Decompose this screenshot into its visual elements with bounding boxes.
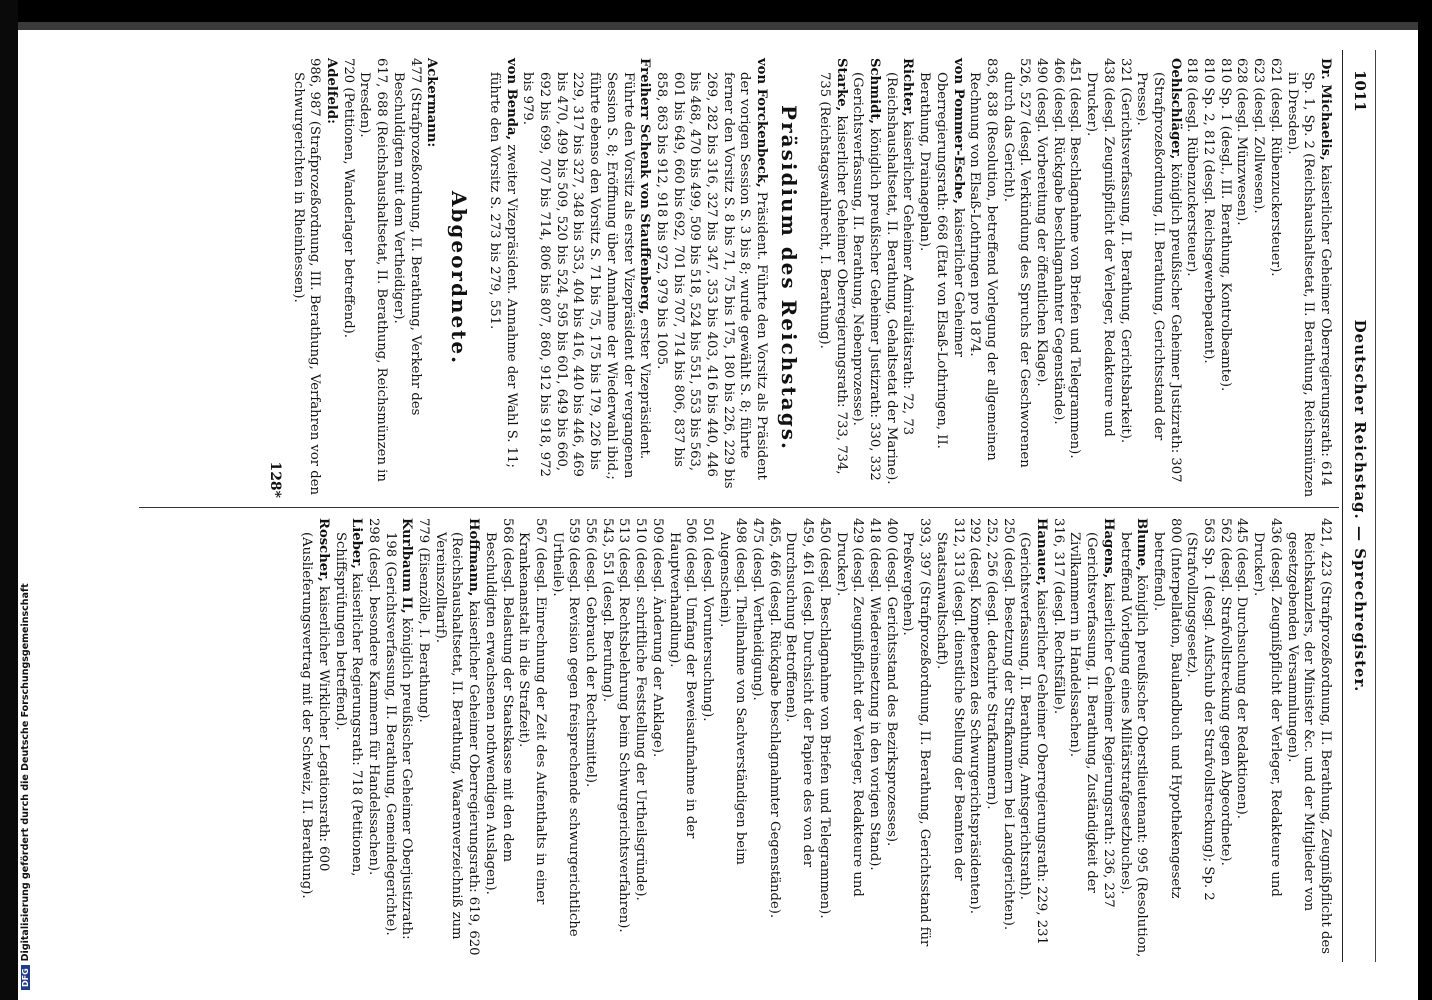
footer-mark: 128* — [266, 461, 283, 498]
entry-name: von Forckenbeck, — [754, 58, 770, 188]
entry-text: 836, 838 (Resolution, betreffend Vorlegung der allgemeinen Rechnung von Elsaß-Lothringen pro 1874. — [967, 58, 999, 461]
entry-text: kaiserlicher Regierungsrath: 718 (Petitionen, Schiffsprüfungen betreffend). — [332, 532, 365, 877]
entry-name: Ackermann: — [424, 58, 440, 148]
register-entry — [356, 58, 389, 498]
entry-text: 526, 527 (desgl. Verkündung des Spruchs der Geschworenen durch das Gericht). — [1000, 58, 1033, 468]
entry-text: 501 (desgl. Voruntersuchung). — [699, 518, 715, 722]
entry-text: kaiserlicher Geheimer Oberregierungsrath: 733, 734, 735 (Reichstagswahlrecht, I. Berathung). — [816, 72, 849, 475]
credit-text: Digitalisierung gefördert durch die Deutsche Forschungsgemeinschaft — [20, 583, 31, 962]
entry-text: 509 (desgl. Änderung der Anklage). — [649, 518, 665, 758]
register-entry — [1066, 518, 1116, 958]
register-entry — [698, 518, 715, 958]
entry-text: 779 (Eisenzölle, I. Berathung). — [416, 518, 432, 723]
register-entry — [1283, 58, 1333, 498]
register-entry — [882, 518, 899, 958]
right-entries — [297, 518, 1333, 958]
entry-text: 498 (desgl. Theilnahme von Sachverständigen beim Augenschein). — [716, 518, 749, 865]
register-entry — [652, 58, 769, 498]
entry-text: zweiter Vizepräsident. Annahme der Wahl S. 11; führte den Vorsitz S. 273 bis 279, 551. — [486, 72, 519, 468]
register-entry — [481, 518, 514, 958]
register-entry — [1249, 518, 1282, 958]
register-entry — [1216, 58, 1233, 498]
presidium-heading: Präsidium des Reichstags. — [777, 105, 802, 451]
register-entry — [331, 518, 364, 958]
register-entry — [515, 518, 548, 958]
entry-text: 510 (desgl. schriftliche Feststellung der Urtheilsgründe). — [633, 518, 649, 901]
entry-text: 429 (desgl. Zeugnißpflicht der Verleger, Redakteure und Drucker). — [833, 518, 866, 897]
entry-text: 459, 461 (desgl. Durchsicht der Papiere des von der Durchsuchung Betroffenen). — [783, 518, 816, 868]
register-entry — [1116, 518, 1149, 958]
register-entry — [1216, 518, 1233, 958]
entry-text: Präsident. Führte den Vorsitz als Präsident der vorigen Session S. 3 bis 8; wurde gewählt S. 8; führte ferner den Vorsitz S. 8 bis 71, 75 bis 175, 180 bis 226, 229 bis 269, 282 bis 316, 327 bis 347, 353 bis 403, 416 bis 440, 446 bis 468, 470 bis 499, 509 bis 518, 524 bis 551, 553 bis 563, 601 bis 649, 660 bis 692, 701 bis 707, 714 bis 806, 837 bis 858, 863 bis 912, 918 bis 972, 979 bis 1005. — [653, 72, 770, 489]
entry-name: Oehlschläger, — [1167, 58, 1183, 160]
register-entry — [1233, 518, 1250, 958]
entry-text: 628 (desgl. Münzwesen). — [1234, 58, 1250, 226]
left-entries — [815, 58, 1333, 498]
register-entry — [414, 518, 431, 958]
register-entry — [1133, 58, 1183, 498]
register-entry — [1183, 58, 1200, 498]
entry-text: 490 (desgl. Vorbereitung der öffentlichen Klage). — [1034, 58, 1050, 387]
page-number: 1011 — [1351, 70, 1369, 112]
register-entry — [915, 58, 965, 498]
entry-text: 563 Sp. 1 (desgl. Aufschub der Strafvollstreckung); Sp. 2 (Strafvollzugsgesetz). — [1184, 518, 1217, 901]
entry-name: Freiherr Schenk von Stauffenberg, — [637, 58, 653, 315]
scan-top-shadow — [0, 22, 1432, 30]
entry-text: 450 (desgl. Beschlagnahme von Briefen und Telegrammen). — [816, 518, 832, 919]
entry-text: 418 (desgl. Wiedereinsetzung in den vorigen Stand). — [867, 518, 883, 871]
register-entry — [1082, 58, 1115, 498]
entry-text: 543, 551 (desgl. Berufung). — [599, 518, 615, 703]
register-entry — [1266, 58, 1283, 498]
register-entry — [815, 518, 832, 958]
left-column — [267, 58, 1333, 498]
entry-text: 477 (Strafprozeßordnung, II. Berathung, Verkehr des Beschuldigten mit dem Vertheidiger). — [390, 58, 423, 416]
entry-text: kaiserlicher Geheimer Oberregierungsrath: 614 Sp. 1, Sp. 2 (Reichshaushaltsetat, II. Berathung, Reichsmünzen in Dresden). — [1284, 72, 1333, 498]
entry-text: 506 (desgl. Umfang der Beweisaufnahme in der Hauptverhandlung). — [666, 518, 699, 839]
entry-text: 810 Sp. 2, 812 (desgl. Reichsgewerbepatent). — [1201, 58, 1217, 364]
entry-name: Hoffmann, — [466, 518, 482, 597]
page-header — [1343, 50, 1375, 962]
header-rule — [1342, 50, 1343, 962]
register-entry — [748, 518, 765, 958]
register-entry — [1249, 58, 1266, 498]
register-entry — [648, 518, 665, 958]
entry-text: 810 Sp. 1 (desgl., III. Berathung, Kontrolbeamte). — [1217, 58, 1233, 392]
register-entry — [1016, 518, 1049, 958]
entry-text: 623 (desgl. Zollwesen). — [1251, 58, 1267, 214]
entry-text: kaiserlicher Geheimer Regierungsrath: 236, 237 (Gerichtsverfassung, II. Berathung, Zuständigkeit der Zivilkammern in Handelssachen). — [1067, 532, 1116, 908]
entry-text: 252, 256 (desgl. detachirte Strafkammern). — [983, 518, 999, 810]
entry-text: 292 (desgl. Kompetenzen des Schwurgerichtspräsidenten). — [967, 518, 983, 914]
register-entry — [966, 518, 983, 958]
register-entry — [849, 58, 882, 498]
entry-text: kaiserlicher Geheimer Oberregierungsrath: 229, 231 (Gerichtsverfassung, II. Berathung, Amtsgerichtsrath). — [1017, 532, 1050, 945]
right-column — [297, 518, 1333, 958]
entry-text: 250 (desgl. Besetzung der Strafkammern bei Landgerichten). — [1000, 518, 1016, 931]
entry-text: 312, 313 (desgl. dienstliche Stellung der Beamten der Staatsanwaltschaft). — [933, 518, 966, 881]
entry-text: 556 (desgl. Gebrauch der Rechtsmittel). — [583, 518, 599, 788]
register-entry — [865, 518, 882, 958]
entry-text: königlich preußischer Oberstlieutenant: 995 (Resolution, betreffend Vorlegung eines Militärstrafgesetzbuches). — [1117, 532, 1150, 958]
register-entry — [932, 518, 965, 958]
entry-name: Lieber, — [349, 518, 365, 569]
register-entry — [1183, 518, 1216, 958]
entry-name: Roscher, — [315, 518, 331, 582]
presidium-entries — [485, 58, 769, 498]
entry-text: 621 (desgl. Rübenzuckersteuer). — [1267, 58, 1283, 277]
entry-text: 400 (desgl. Gerichtsstand des Bezirksprozesses). — [883, 518, 899, 847]
register-entry — [339, 58, 356, 498]
entry-text: kaiserlicher Geheimer Oberregierungsrath: 619, 620 (Reichshaushaltsetat, II. Berathung, Waarenverzeichniß zum Vereinszolltarif). — [432, 532, 482, 956]
rotated-page — [135, 50, 1375, 962]
entry-name: Blume, — [1134, 518, 1150, 571]
register-entry — [1032, 58, 1049, 498]
entry-name: Schmidt, — [867, 58, 883, 125]
entry-name: von Pommer-Esche, — [950, 58, 966, 204]
register-entry — [485, 58, 518, 498]
register-entry — [389, 58, 422, 498]
entry-name: von Benda, — [503, 58, 519, 141]
entry-text: 436 (desgl. Zeugnißpflicht der Verleger, Redakteure und Drucker). — [1251, 518, 1283, 897]
entry-text: 475 (desgl. Vertheidigung). — [750, 518, 766, 701]
entry-text: 316, 317 (desgl. Rechtsfälle). — [1050, 518, 1066, 715]
register-entry — [615, 518, 632, 958]
entry-name: Dr. Michaelis, — [1318, 58, 1333, 161]
register-entry — [815, 58, 848, 498]
abgeordnete-heading: Abgeordnete. — [447, 190, 472, 366]
register-entry — [631, 518, 648, 958]
register-entry — [322, 58, 339, 498]
register-entry — [832, 518, 865, 958]
entry-text: 465, 466 (desgl. Rückgabe beschlagnahmter Gegenstände). — [766, 518, 782, 919]
register-entry — [715, 518, 748, 958]
entry-text: königlich preußischer Geheimer Justizrath: 330, 332 (Gerichtsverfassung, II. Berathung, Nebenprozesse). — [850, 72, 883, 481]
entry-text: 451 (desgl. Beschlagnahme von Briefen und Telegrammen). — [1067, 58, 1083, 459]
entry-text: 818 (desgl. Rübenzuckersteuer). — [1184, 58, 1200, 277]
entry-text: kaiserlicher Geheimer Admiralitätsrath: 72, 73 (Reichshaushaltsetat, II. Berathung, Gehaltsetat der Marine). — [883, 72, 916, 485]
register-entry — [381, 518, 414, 958]
register-entry — [1049, 58, 1066, 498]
column-divider — [139, 507, 1339, 508]
entry-text: 567 (desgl. Einrechnung der Zeit des Aufenthalts in einer Krankenanstalt in die Strafzeit). — [516, 518, 548, 905]
register-entry — [1149, 518, 1182, 958]
register-entry — [765, 518, 782, 958]
register-entry — [882, 58, 915, 498]
register-entry — [581, 518, 598, 958]
dfg-logo: DFG — [21, 965, 30, 990]
register-entry — [665, 518, 698, 958]
entry-text: 986, 987 (Strafprozeßordnung, III. Berathung, Verfahren vor den Schwurgerichten in Rheinhessen). — [290, 58, 323, 496]
entry-name: Starke, — [833, 58, 849, 112]
page-title: Deutscher Reichstag. — Sprechregister. — [1351, 319, 1369, 693]
abgeordnete-entries — [289, 58, 439, 498]
entry-text: 568 (desgl. Belastung der Staatskasse mit den dem Beschuldigten erwachsenen nothwendigen Auslagen). — [482, 518, 515, 895]
entry-text: 421, 423 (Strafprozeßordnung, II. Berathung, Zeugnißpflicht des Reichskanzlers, der Minister &c. und der Mitglieder von gesetzgebenden Versammlungen). — [1284, 518, 1333, 955]
register-entry — [1283, 518, 1333, 958]
register-entry — [423, 58, 440, 498]
entry-text: 445 (desgl. Durchsuchung der Redaktionen). — [1234, 518, 1250, 819]
entry-text: kaiserlicher Wirklicher Legationsrath: 600 (Auslieferungsvertrag mit der Schweiz, II. Berathung). — [299, 532, 331, 899]
entry-text: 466 (desgl. Rückgabe beschlagnahmter Gegenstände). — [1050, 58, 1066, 425]
register-entry — [548, 518, 581, 958]
entry-text: 562 (desgl. Strafvollstreckung gegen Abgeordnete). — [1217, 518, 1233, 866]
entry-name: Kurlbaum II, — [399, 518, 415, 614]
entry-text: erster Vizepräsident. Führte den Vorsitz als erster Vizepräsident der vergangenen Session S. 8; Eröffnung über Annahme der Wiederwahl ibid.; führte ebenso den Vorsitz S. 71 bis 75, 175 bis 179, 226 bis 229, 317 bis 327, 348 bis 353, 404 bis 416, 440 bis 446, 469 bis 470, 499 bis 509, 520 bis 524, 595 bis 601, 649 bis 660, 692 bis 699, 707 bis 714, 806 bis 807, 860, 912 bis 918, 972 bis 979. — [520, 72, 653, 480]
entry-name: Hanauer, — [1034, 518, 1050, 586]
register-entry — [297, 518, 330, 958]
entry-text: 800 (Interpellation, Baulandbuch und Hypothekengesetz betreffend). — [1150, 518, 1183, 899]
register-entry — [982, 518, 999, 958]
entry-text: 393, 397 (Strafprozeßordnung, II. Berathung, Gerichtsstand für Preßvergehen). — [900, 518, 933, 947]
entry-text: 720 (Petitionen, Wanderlager betreffend). — [340, 58, 356, 338]
register-entry — [999, 58, 1032, 498]
register-entry — [1199, 58, 1216, 498]
register-entry — [519, 58, 653, 498]
entry-text: 559 (desgl. Revision gegen freisprechende schwurgerichtliche Urtheile). — [549, 518, 582, 937]
register-entry — [1233, 58, 1250, 498]
register-entry — [999, 518, 1016, 958]
register-entry — [966, 58, 999, 498]
register-entry — [431, 518, 481, 958]
register-entry — [364, 518, 381, 958]
entry-text: königlich preußischer Geheimer Oberjustizrath: 198 (Gerichtsverfassung, II. Berathung, Gemeindegerichte). — [382, 532, 415, 940]
entry-name: Adelfeld: — [324, 58, 340, 125]
entry-text: 438 (desgl. Zeugnißpflicht der Verleger, Redakteure und Drucker). — [1084, 58, 1116, 437]
entry-text: 321 (Gerichtsverfassung, II. Berathung, Gerichtsbarkeit). — [1117, 58, 1133, 444]
entry-text: kaiserlicher Geheimer Oberregierungsrath: 668 (Etat von Elsaß-Lothringen, II. Berathung, Drainageplan). — [917, 72, 966, 449]
entry-text: königlich preußischer Geheimer Justizrath: 307 (Strafprozeßordnung, II. Berathung, Gerichtsstand der Presse). — [1134, 72, 1183, 483]
register-entry — [1066, 58, 1083, 498]
scan-right-edge — [1418, 0, 1432, 1000]
entry-text: 617, 688 (Reichshaushaltsetat, II. Berathung, Reichsmünzen in Dresden). — [357, 58, 390, 482]
register-entry — [782, 518, 815, 958]
entry-name: Hagens, — [1100, 518, 1116, 579]
register-entry — [899, 518, 932, 958]
entry-text: 298 (desgl. besondere Kammern für Handelssachen). — [365, 518, 381, 876]
register-entry — [598, 518, 615, 958]
register-entry — [1049, 518, 1066, 958]
entry-name: Richter, — [900, 58, 916, 117]
entry-text: 513 (desgl. Rechtsbelehrung beim Schwurgerichtsverfahren). — [616, 518, 632, 933]
digitization-credit — [4, 583, 31, 990]
register-entry — [289, 58, 322, 498]
register-entry — [1116, 58, 1133, 498]
